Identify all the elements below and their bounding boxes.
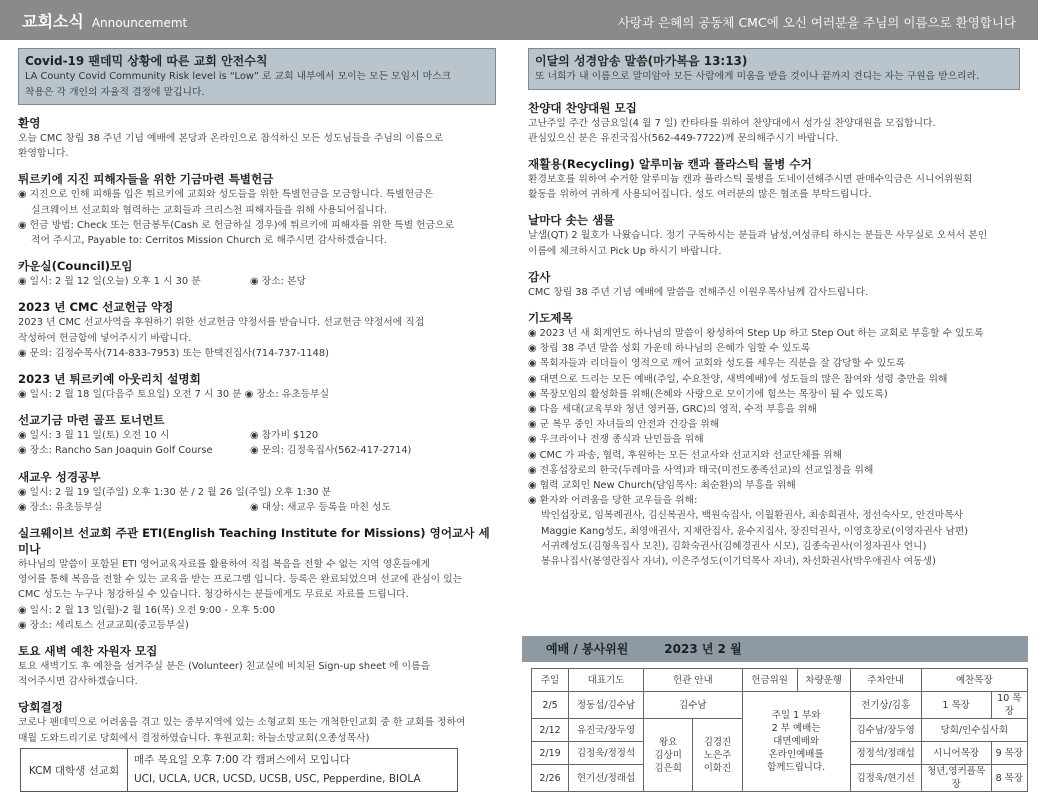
fellowship-cell: 9 목장 [991,742,1027,765]
section-line [18,443,496,458]
kcm-info [128,749,457,791]
usher-cell: 김경진 노은주 이화진 [693,719,742,792]
fellowship-cell: 시니어목장 [921,742,991,765]
parking-cell: 김정욱/현기선 [850,765,921,792]
council-date: ◉ 일시: 2 월 12 일(오늘) 오후 1 시 30 분 [18,276,201,288]
section-line: ◉ 일시: 2 월 18 일(다음주 토요일) 오전 7 시 30 분 ◉ 장소: 유초등부실 [18,389,330,401]
section-line: 매월 도와드리기로 당회에서 결정하였습니다. 후원교회: 하늘소망교회(오종성목사) [18,732,370,744]
section-thanks [528,269,1020,300]
section-title: 재활용(Recycling) 알루미늄 캔과 플라스틱 물병 수거 [528,156,812,171]
fellowship-cell: 10 목장 [991,692,1027,719]
section-mission-pledge [18,299,496,361]
section-line [18,274,496,289]
date-cell: 2/26 [532,765,569,792]
section-line [18,428,496,443]
section-line: 환영합니다. [18,148,69,160]
schedule-month: 2023 년 2 월 [664,642,742,656]
welcome-text: 사랑과 은혜의 공동체 CMC에 오신 여러분을 주님의 이름으로 환영합니다 [617,15,1016,30]
section-line: 영어를 통해 복음을 전할 수 있는 교육을 받는 프로그램 입니다. 등록은 완료되었으며 선교에 관심이 있는 [18,574,463,586]
fellowship-cell: 당회/인수십사회 [921,719,1027,742]
section-line [18,500,496,515]
section-line: 고난주일 주간 성금요일(4 월 7 일) 칸타타를 위하여 찬양대에서 성가실 찬양대원을 모집합니다. [528,117,936,129]
table-row [532,692,1028,719]
date-cell: 2/5 [532,692,569,719]
parking-cell: 김수남/장두영 [850,719,921,742]
section-title: 토요 새벽 예찬 자원자 모집 [18,644,158,659]
section-line: 환경보호를 위하여 수거한 알루미늄 캔과 플라스틱 물병을 도네이션해주시면 판매수익금은 시니어위원회 [528,173,973,185]
section-line: 2023 년 CMC 선교사역을 후원하기 위한 선교헌금 약정서를 받습니다. 선교헌금 약정서에 직접 [18,317,425,329]
page-header [0,0,1038,40]
prayer-cell: 유진국/장두영 [569,719,644,742]
covid-line: LA County Covid Community Risk level is “Low” 로 교회 내부에서 모이는 모든 모임시 마스크 [25,71,452,82]
schedule-title: 예배 / 봉사위원 [546,642,629,656]
prayer-item: ◉ 전홍섭장로의 한국(두레마을 사역)과 태국(미전도종족선교)의 선교일정을 위해 [528,464,874,476]
section-line: 날샘(QT) 2 월호가 나왔습니다. 정기 구독하시는 분들과 남성,여성큐티 하시는 분들은 사무실로 오셔서 본인 [528,230,988,242]
section-title: 감사 [528,269,551,284]
section-title: 새교우 성경공부 [18,469,101,484]
kcm-campuses: UCI, UCLA, UCR, UCSD, UCSB, USC, Pepperdine, BIOLA [134,773,421,785]
golf-contact: ◉ 문의: 김정욱집사(562-417-2714) [250,445,412,457]
parking-cell: 전기상/김홍 [850,692,921,719]
section-title: 환영 [18,116,41,130]
covid-notice-box [18,48,496,105]
prayer-cell: 김정욱/정정석 [569,742,644,765]
section-newcomer-study [18,469,496,515]
kcm-box [20,748,458,792]
section-line: ◉ 일시: 2 월 13 일(월)-2 월 16(목) 오전 9:00 - 오후 5:00 [18,604,276,616]
col-header: 차량운행 [797,669,850,692]
section-title: 카운실(Council)모임 [18,259,133,274]
section-line: ◉ 지진으로 인해 피해를 입은 튀르키에 교회와 성도들을 위한 특별헌금을 모금합니다. 특별헌금은 [18,189,434,201]
section-line: ◉ 문의: 김정수목사(714-833-7953) 또는 한택진집사(714-737-1148) [18,347,329,359]
fellowship-cell: 1 목장 [921,692,991,719]
section-line: 오늘 CMC 창립 38 주년 기념 예배에 본당과 온라인으로 참석하신 모든 성도님들을 주님의 이름으로 [18,133,444,144]
section-saturday-volunteer [18,643,496,689]
section-title: 2023 년 CMC 선교헌금 약정 [18,300,174,315]
prayer-item: ◉ 환자와 어려움을 당한 교우들을 위해: [528,495,698,507]
section-recycling [528,156,1020,202]
section-line: 이름에 체크하시고 Pick Up 하시기 바랍니다. [528,245,722,257]
section-council [18,258,496,289]
section-title: 기도제목 [528,310,573,325]
section-line: 토요 새벽기도 후 예찬을 섬겨주실 분은 (Volunteer) 친교실에 비치된 Sign-up sheet 에 이름을 [18,661,431,673]
section-outreach [18,371,496,402]
section-line: 코로나 팬데믹으로 어려움을 겪고 있는 중부지역에 있는 소형교회 또는 개척한인교회 중 한 교회를 정하여 [18,717,466,729]
section-title: 실크웨이브 선교회 주관 ETI(English Teaching Institute for Missions) 영어교사 세미나 [18,526,490,557]
section-line: ◉ 헌금 방법: Check 또는 헌금봉투(Cash 로 헌금하실 경우)에 튀르키에 피해자를 위한 특별 헌금으로 [18,219,455,231]
section-prayer [528,310,1020,569]
prayer-cell: 현기선/정래섭 [569,765,644,792]
schedule-header [522,636,1028,662]
prayer-name-list: 박인섭장로, 임복례권사, 김신복권사, 백원숙집사, 이월환권사, 최송희권사, 정선숙사모, 안건마목사 [541,510,964,522]
col-header: 주일 [532,669,569,692]
section-line: ◉ 일시: 2 월 19 일(주일) 오후 1:30 분 / 2 월 26 일(주일) 오후 1:30 분 [18,486,332,498]
verse-title: 이달의 성경암송 말씀(마가복음 13:13) [535,54,748,68]
prayer-item: ◉ CMC 가 파송, 협력, 후원하는 모든 선교사와 선교지와 선교단체를 위해 [528,449,843,461]
study-place: ◉ 장소: 유초등부실 [18,501,103,513]
section-eti-seminar [18,525,496,633]
prayer-item: ◉ 2023 년 새 회계연도 하나님의 말씀이 왕성하여 Step Up 하고 Step Out 하는 교회로 부흥할 수 있도록 [528,327,984,339]
section-turkey-offering [18,171,496,248]
kcm-label: KCM 대학생 선교회 [21,749,128,791]
col-header: 예찬목장 [921,669,1027,692]
parking-cell: 정정석/정래섭 [850,742,921,765]
col-header: 헌관 안내 [644,669,743,692]
col-header: 주차안내 [850,669,921,692]
date-cell: 2/19 [532,742,569,765]
usher-cell: 왕요 김상미 김은희 [644,719,693,792]
fellowship-cell: 청년,영커플목장 [921,765,991,792]
prayer-item: ◉ 대면으로 드리는 모든 예배(주일, 수요찬양, 새벽예배)에 성도들의 많은 참여와 성령 충만을 위해 [528,373,948,385]
section-choir [528,100,1020,146]
section-line: 작성하여 헌금함에 넣어주시기 바랍니다. [18,332,192,344]
verse-text: 또 너희가 내 이름으로 말미암아 모든 사람에게 미움을 받을 것이나 끝까지 견디는 자는 구원을 받으리라. [535,71,980,82]
section-line: CMC 창립 38 주년 기념 예배에 말씀을 전해주신 이원우목사님께 감사드립니다. [528,286,869,298]
section-title: 찬양대 찬양대원 모집 [528,100,637,115]
section-title: 날마다 솟는 샘물 [528,213,615,228]
title-korean: 교회소식 [22,12,84,31]
section-line: 적어주시면 감사하겠습니다. [18,676,138,688]
left-column [18,48,496,746]
prayer-name-list: 봉유나집사(봉영란집사 자녀), 이은주성도(이기덕목사 자녀), 차선화권사(박우애권사 여동생) [541,555,936,567]
section-title: 선교기금 마련 골프 토너먼트 [18,413,165,428]
right-column [528,48,1020,569]
section-welcome [18,115,496,161]
offering-note-cell: 주일 1 부와 2 부 예배는 대면예배와 온라인예배를 함께드립니다. [742,692,850,792]
verse-box [528,48,1020,90]
page-title [22,9,187,32]
fellowship-cell: 8 목장 [991,765,1027,792]
section-title: 튀르키에 지진 피해자들을 위한 기금마련 특별헌금 [18,172,274,187]
section-qt [528,212,1020,258]
usher-cell: 김수남 [644,692,743,719]
covid-title: Covid-19 팬데믹 상황에 따른 교회 안전수칙 [25,54,268,68]
section-session-decision [18,699,496,745]
section-title: 당회결정 [18,700,63,715]
prayer-name-list: Maggie Kang성도, 최영애권사, 지채란집사, 윤수지집사, 장진덕권사, 이영호장로(이영자권사 남편) [541,525,969,537]
prayer-item: ◉ 군 복무 중인 자녀들의 안전과 건강을 위해 [528,419,720,431]
kcm-meeting: 매주 목요일 오후 7:00 각 캠퍼스에서 모입니다 [134,754,351,766]
section-title: 2023 년 튀르키예 아웃리치 설명회 [18,372,201,387]
title-english: Announcememt [91,16,188,30]
prayer-item: ◉ 창립 38 주년 말씀 성회 가운데 하나님의 은혜가 임할 수 있도록 [528,343,811,355]
table-header-row [532,669,1028,692]
prayer-item: ◉ 목장모임의 활성화를 위해(은혜와 사랑으로 모이기에 힘쓰는 목장이 될 수 있도록) [528,388,888,400]
section-line: 관심있으신 분은 유진국집사(562-449-7722)께 문의해주시기 바랍니다. [528,132,839,144]
prayer-item: ◉ 다음 세대(교육부와 청년 영커플, GRC)의 영적, 수적 부흥을 위해 [528,403,817,415]
council-place: ◉ 장소: 본당 [250,276,306,288]
col-header: 대표기도 [569,669,644,692]
golf-fee: ◉ 참가비 $120 [250,430,319,442]
col-header: 헌금위원 [742,669,797,692]
golf-date: ◉ 일시: 3 월 11 일(토) 오전 10 시 [18,430,170,442]
prayer-cell: 정동섭/김수남 [569,692,644,719]
schedule-table [531,668,1028,792]
section-golf [18,412,496,458]
section-line: CMC 성도는 누구나 청강하실 수 있습니다. 청강하시는 분들에게도 무료로 자료를 드립니다. [18,589,409,601]
section-line: 활동을 위하여 귀하게 사용되어집니다. 성도 여러분의 많은 협조를 부탁드립니다. [528,189,872,201]
prayer-item: ◉ 우크라이나 전쟁 종식과 난민들을 위해 [528,434,704,446]
section-line: 적어 주시고, Payable to: Cerritos Mission Church 로 해주시면 감사하겠습니다. [31,235,387,247]
covid-line: 착용은 각 개인의 자율적 결정에 맡깁니다. [25,86,205,98]
study-target: ◉ 대상: 새교우 등록을 마친 성도 [250,501,391,513]
prayer-name-list: 서귀례성도(김형욱집사 모친), 김화숙권사(김혜경권사 시모), 김종숙권사(이정자권사 언니) [541,540,927,552]
prayer-item: ◉ 협력 교회인 New Church(담임목사: 최순환)의 부흥을 위해 [528,479,796,491]
golf-place: ◉ 장소: Rancho San Joaquin Golf Course [18,445,213,457]
section-line: ◉ 장소: 세리토스 선교교회(중고등부실) [18,619,189,631]
prayer-item: ◉ 목회자들과 리더들이 영적으로 깨어 교회와 성도를 세우는 직분을 잘 감당할 수 있도록 [528,358,906,370]
section-line: 실크웨이브 선교회와 협력하는 교회들과 크리스천 피해자들을 위해 사용되어집니다. [31,204,388,216]
section-line: 하나님의 말씀이 포함된 ETI 영어교육자료를 활용하여 직접 복음을 전할 수 없는 지역 영혼들에게 [18,559,431,571]
date-cell: 2/12 [532,719,569,742]
